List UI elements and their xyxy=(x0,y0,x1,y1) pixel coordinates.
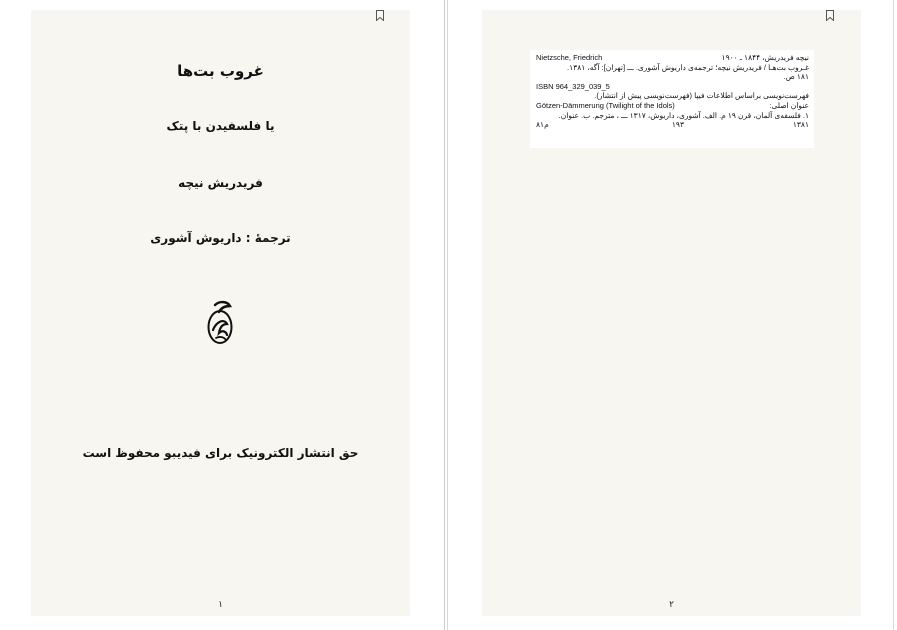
catalog-isbn: ISBN 964_329_039_5 xyxy=(536,81,610,91)
page-gutter-left xyxy=(444,0,445,630)
catalog-row xyxy=(530,91,814,101)
catalog-subjects: ۱. فلسفه‌ی آلمان، قرن ۱۹ م. الف. آشوری، داریوش، ۱۳۱۷ ـــ ، مترجم. ب. عنوان. xyxy=(558,110,809,120)
book-subtitle: یا فلسفیدن با پتک xyxy=(166,119,275,133)
bookmark-icon[interactable] xyxy=(376,10,384,21)
catalog-row xyxy=(530,120,814,130)
document-page-1 xyxy=(31,10,410,616)
document-page-2 xyxy=(482,10,861,616)
catalog-author-latin: Nietzsche, Friedrich xyxy=(536,53,603,62)
publisher-logo-icon xyxy=(206,300,236,348)
page-number: ۲ xyxy=(669,600,674,610)
catalog-row xyxy=(530,63,814,73)
catalog-row xyxy=(530,72,814,82)
catalog-call-number: ۱۳۸۱ xyxy=(792,120,809,130)
book-title: غروب بت‌ها xyxy=(177,62,264,80)
catalog-row xyxy=(530,82,814,92)
catalog-fipa-note: فهرست‌نویسی براساس اطلاعات فیپا (فهرست‌نویسی پیش از انتشار). xyxy=(594,91,809,101)
catalog-row xyxy=(530,111,814,121)
page-number: ۱ xyxy=(218,600,223,610)
catalog-pages: ۱۸۱ ص. xyxy=(783,72,809,82)
catalog-original-title: Götzen-Dämmerung (Twilight of the Idols) xyxy=(536,100,675,110)
page-gutter-right xyxy=(447,0,448,630)
copyright-notice: حق انتشار الکترونیک برای فیدیبو محفوظ است xyxy=(82,446,359,460)
book-translator: ترجمهٔ : داریوش آشوری xyxy=(150,231,291,245)
catalog-title-line: غـروب بت‌هـا / فریدریش نیچه؛ ترجمه‌ی داریوش آشوری. ـــ [تهران]: آگه، ۱۳۸۱. xyxy=(567,62,809,72)
catalog-row xyxy=(530,53,814,63)
cataloging-in-publication-box xyxy=(530,50,814,148)
catalog-row xyxy=(530,101,814,111)
book-author: فریدریش نیچه xyxy=(178,176,263,190)
catalog-class-number: ۱۹۳ xyxy=(671,120,684,130)
bookmark-icon[interactable] xyxy=(826,10,834,21)
catalog-author-persian: نیچه فریدریش، ۱۸۴۴ ـ ۱۹۰۰ xyxy=(721,53,809,62)
viewer-right-edge xyxy=(893,0,894,630)
catalog-library-code: ۸۱م xyxy=(536,120,549,130)
catalog-original-title-label: عنوان اصلی: xyxy=(769,100,809,110)
